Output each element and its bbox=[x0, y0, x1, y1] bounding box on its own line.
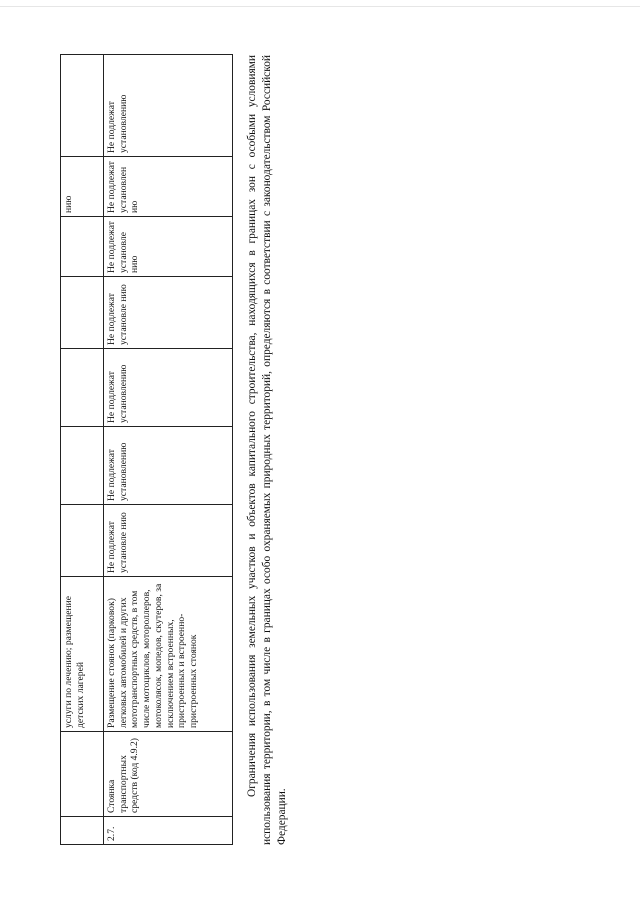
cell-value-7: Не подлежат установлению bbox=[104, 55, 233, 157]
cell-num: 2.7. bbox=[104, 817, 233, 845]
page-top-edge bbox=[0, 6, 640, 7]
cell-description: Размещение стоянок (парковок) легковых автомобилей и других мототранспортных средств, в том числе мотоциклов, мотороллеров, мотоколясок, мопедов, скутеров, за исключением встроенных, пристроенных и встроенно-пристроенных стоянок bbox=[104, 577, 233, 732]
cell-name-prev bbox=[61, 732, 104, 817]
table-row bbox=[104, 55, 233, 845]
cell-value-prev-4 bbox=[61, 277, 104, 349]
cell-description-prev: услуги по лечению; размещение детских лагерей bbox=[61, 577, 104, 732]
cell-value-prev-3 bbox=[61, 349, 104, 427]
cell-value-prev-1 bbox=[61, 505, 104, 577]
regulations-table bbox=[60, 54, 233, 845]
restrictions-paragraph: Ограничения использования земельных участков и объектов капитального строительства, находящихся в границах зон с особыми условиями использования территории, в том числе в границах особо охраняемых природных территорий, определяются в соответствии с законодательством Российской Федерации. bbox=[246, 55, 288, 845]
cell-value-prev-7 bbox=[61, 55, 104, 157]
cell-value-4: Не подлежат установле нию bbox=[104, 277, 233, 349]
cell-value-5: Не подлежат установле нию bbox=[104, 217, 233, 277]
cell-name: Стоянка транспортных средств (код 4.9.2) bbox=[104, 732, 233, 817]
rotated-page-content bbox=[60, 55, 305, 845]
cell-value-1: Не подлежат установле нию bbox=[104, 505, 233, 577]
cell-value-prev-2 bbox=[61, 427, 104, 505]
cell-value-2: Не подлежат установлению bbox=[104, 427, 233, 505]
cell-value-prev-5 bbox=[61, 217, 104, 277]
cell-value-3: Не подлежат установлению bbox=[104, 349, 233, 427]
cell-num-prev bbox=[61, 817, 104, 845]
cell-value-prev-6: нию bbox=[61, 157, 104, 217]
table-row-previous bbox=[61, 55, 104, 845]
cell-value-6: Не подлежат установлен ию bbox=[104, 157, 233, 217]
